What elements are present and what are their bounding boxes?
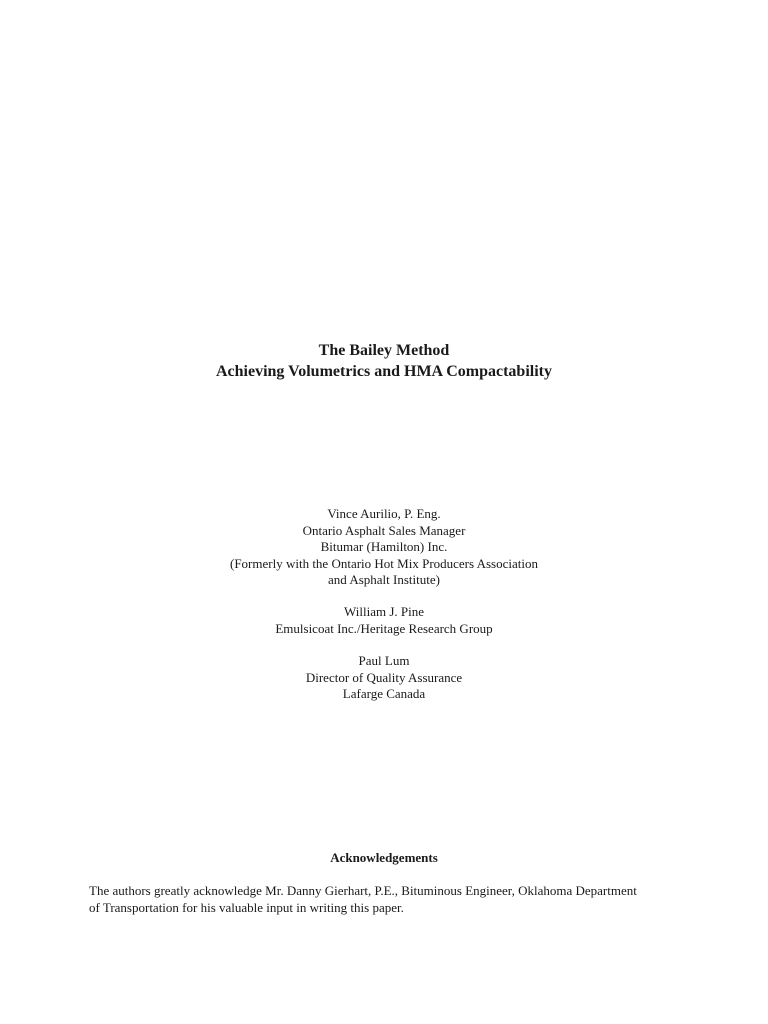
author-name: William J. Pine (344, 604, 424, 619)
author-former-affiliation: (Formerly with the Ontario Hot Mix Producers Association (230, 555, 538, 571)
acknowledgements-line: of Transportation for his valuable input in writing this paper. (89, 899, 404, 915)
acknowledgements-paragraph (89, 883, 689, 916)
author-block-pine (0, 604, 768, 637)
author-name: Vince Aurilio, P. Eng. (327, 506, 441, 521)
author-affiliation: Emulsicoat Inc./Heritage Research Group (275, 620, 493, 636)
acknowledgements-line: The authors greatly acknowledge Mr. Danny Gierhart, P.E., Bituminous Engineer, Oklahoma Department (89, 883, 637, 898)
paper-title (0, 340, 768, 382)
author-affiliation: Lafarge Canada (342, 686, 426, 701)
author-former-affiliation-cont: and Asphalt Institute) (328, 572, 440, 587)
author-block-aurilio (0, 506, 768, 589)
author-position: Ontario Asphalt Sales Manager (302, 522, 466, 538)
author-block-lum (0, 653, 768, 703)
author-affiliation: Bitumar (Hamilton) Inc. (320, 539, 448, 554)
acknowledgements-heading: Acknowledgements (330, 850, 438, 865)
title-line-1: The Bailey Method (318, 342, 450, 359)
title-line-2: Achieving Volumetrics and HMA Compactability (215, 363, 552, 380)
author-name: Paul Lum (358, 653, 410, 668)
author-position: Director of Quality Assurance (305, 669, 463, 685)
